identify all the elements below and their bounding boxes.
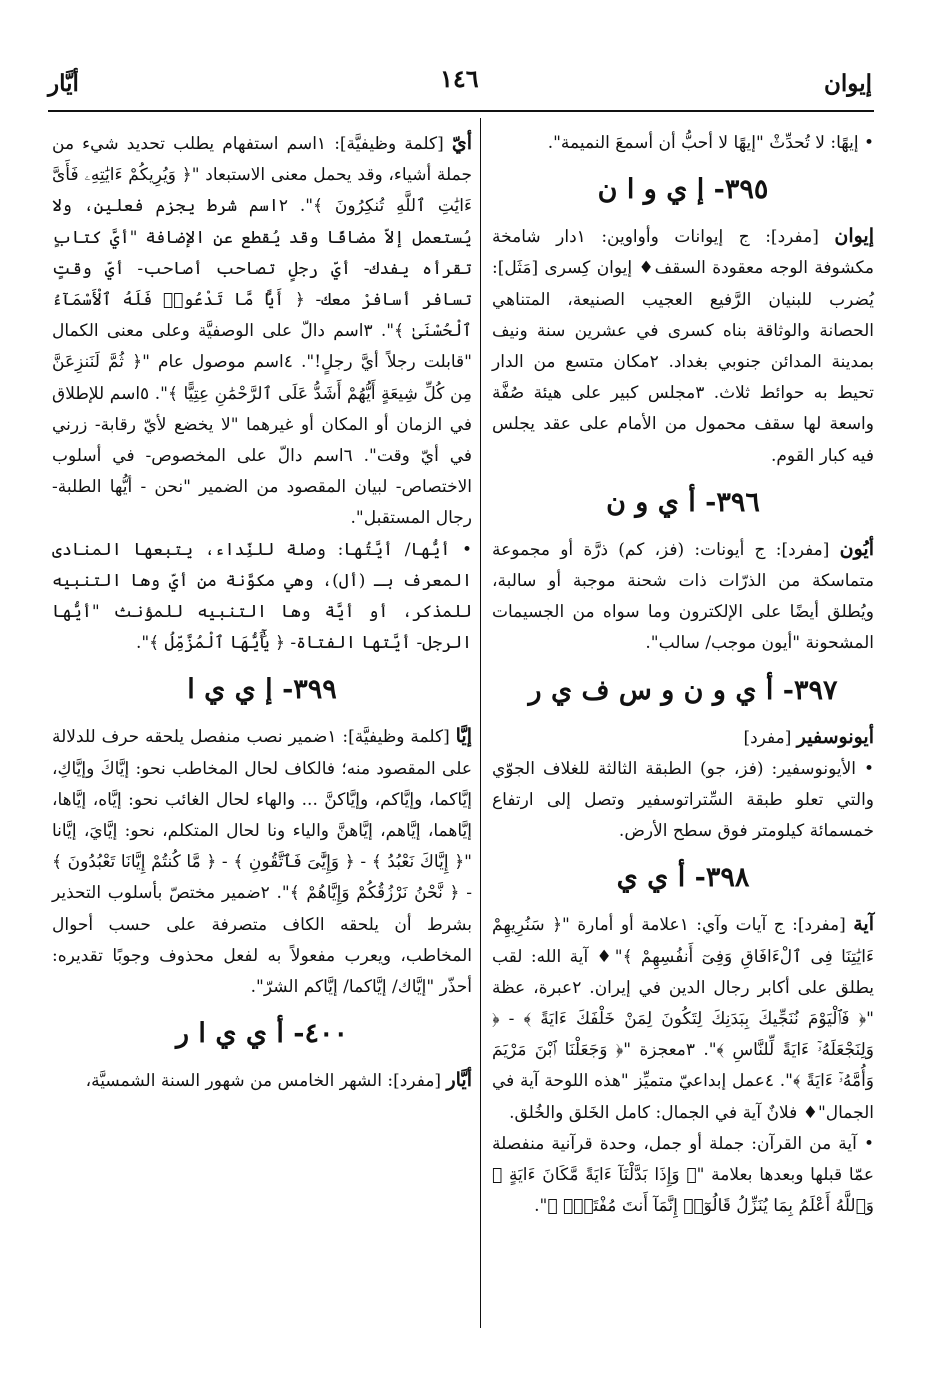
entry-headword: أيّ xyxy=(451,132,472,154)
entry-headword: أيُون xyxy=(839,537,874,560)
header-running-word-left: أيَّار xyxy=(48,70,79,97)
entry-paragraph xyxy=(492,754,874,848)
dictionary-entry xyxy=(52,1065,472,1097)
entry-root-heading: ٣٩٩- إ ي ي ا xyxy=(187,674,337,706)
dictionary-entry xyxy=(492,909,874,1128)
entry-text: • الأيونوسفير: (فز، جو) الطبقة الثالثة للغلاف الجوّي والتي تعلو طبقة السِّتراتوسفير وتصل إلى ارتفاع خمسمائة كيلومتر فوق سطح الأرض. xyxy=(492,758,874,842)
entry-root-heading: ٣٩٥- إ ي و ا ن xyxy=(597,174,769,206)
entry-root-heading: ٣٩٧- أ ي و ن و س ف ي ر xyxy=(528,674,838,706)
entry-headword: أيونوسفير xyxy=(796,725,874,748)
entry-paragraph xyxy=(492,128,874,159)
entry-headword: إيوان xyxy=(834,225,874,248)
header-rule xyxy=(48,110,874,112)
dictionary-entry xyxy=(492,534,874,660)
entry-text: • آية من القرآن: جملة أو جمل، وحدة قرآنية منفصلة عمّا قبلها وبعدها بعلامة "﴿ وَإِذَا بَدَّلْنَآ ءَايَةً مَّكَانَ ءَايَةٍ ۙ وَٱللَّهُ أَعْلَمُ بِمَا يُنَزِّلُ قَالُوٓا۟ إِنَّمَآ أَنتَ مُفْتَرٍۭ ﴾". xyxy=(492,1133,874,1217)
entry-paragraph xyxy=(492,1129,874,1223)
column-divider xyxy=(480,118,481,1328)
entry-text: • أيُّها/ أيَّتُها: وصلة للنِّداء، يتبعها المنادى المعرف بـ (أل)، وهي مكوَّنة من أيّ وها التنبيه للمذكر، أو أيَّة وها التنبيه للمؤنث "أيُّها الرجل- أيَّتها الفتاة- ﴿ يَٰٓأَيُّهَا ٱلْمُزَّمِّلُ ﴾". xyxy=(52,539,472,654)
entry-text: [كلمة وظيفيَّة]: ١اسم استفهام يطلب تحديد شيء من جملة أشياء، وقد يحمل معنى الاستبعاد "﴿ وَيُرِيكُمْ ءَايَٰتِهِۦ فَأَىَّ ءَايَٰتِ ٱللَّهِ تُنكِرُونَ ﴾". ٢اسم شرط يجزم فعلين، ولا يُستعمل إلاّ مضافًا وقد يُقطع عن الإضافة "أيَّ كتابٍ تقرأه يفدك- أيّ رجلٍ تصاحب أصاحب- أيّ وقتٍ تسافر أسافرْ معك- ﴿ أَيًّا مَّا تَدْعُوا۟ فَلَهُ ٱلْأَسْمَآءُ ٱلْحُسْنَىٰ ﴾". ٣اسم دالّ على الوصفيَّة وعلى معنى الكمال "قابلت رجلاً أيَّ رجلٍ!". ٤اسم موصول عام "﴿ ثُمَّ لَنَنزِعَنَّ مِن كُلِّ شِيعَةٍ أَيُّهُمْ أَشَدُّ عَلَى ٱلرَّحْمَٰنِ عِتِيًّا ﴾". ٥اسم للإطلاق في الزمان أو المكان أو غيرهما "لا يخضع لأيّ رقابة- زرني في أيّ وقت". ٦اسم دالّ على المخصوص- في أسلوب الاختصاص- لبيان المقصود من الضمير "نحن - أيُّها الطلبة- رجال المستقبل". xyxy=(52,134,473,529)
dictionary-entry xyxy=(492,722,874,754)
entry-headword: أيَّار xyxy=(446,1069,472,1092)
entry-text: • إيهًا: لا تُحدِّثْ "إيهًا لا أحبُّ أن أسمعَ النميمة". xyxy=(547,133,874,153)
entry-root-heading: ٣٩٦- أ ي و ن xyxy=(606,486,760,518)
entry-root-heading: ٤٠٠- أ ي ي ا ر xyxy=(175,1018,349,1050)
entry-text: [مفرد]: ج أيونات: (فز، كم) ذرَّة أو مجموعة متماسكة من الذرّات ذات شحنة موجبة أو سالبة، ويُطلق أيضًا على الإلكترون وما سواه من الجسيمات المشحونة "أيون موجب/ سالب". xyxy=(492,539,874,654)
entry-text: [كلمة وظيفيَّة]: ١ضمير نصب منفصل يلحقه حرف للدلالة على المقصود منه؛ فالكاف لحال المخاطب نحو: إيَّاكَ وإيَّاكِ، إيَّاكما، وإيَّاكم، وإيَّاكنَّ ... والهاء لحال الغائب نحو: إيَّاه، إيَّاها، إيَّاهما، إيَّاهم، إيَّاهنَّ والياء ونا لحال المتكلم، نحو: إيَّايَ، إيَّانا "﴿ إِيَّاكَ نَعْبُدُ ﴾ - ﴿ وَإِيَّٰىَ فَٱتَّقُونِ ﴾ - ﴿ مَّا كُنتُمْ إِيَّانَا تَعْبُدُونَ ﴾ - ﴿ نَّحْنُ نَرْزُقُكُمْ وَإِيَّاهُمْ ﴾". ٢ضمير مختصّ بأسلوب التحذير بشرط أن يلحقه الكاف متصرفة على حسب أحوال المخاطب، ويعرب مفعولاً به لفعل محذوف وجوبًا تقديره: أحذّر "إيَّاك/ إيَّاكما/ إيَّاكم الشرّ". xyxy=(52,727,473,998)
dictionary-entry xyxy=(492,221,874,472)
entry-headword: إيَّا xyxy=(455,725,472,748)
entry-root-heading: ٣٩٨- أ ي ي xyxy=(616,862,750,894)
entry-text: [مفرد]: ج إيوانات وأواوين: ١دار شامخة مكشوفة الوجه معقودة السقف♦ إيوان كِسرى [مَثَل]: يُضرب للبنيان الرَّفيع العجيب الصنيعة، المتناهي الحصانة والوثاقة بناه كسرى في عشرين سنة ونيف بمدينة المدائن جنوبي بغداد. ٢مكان متسع من الدار تحيط به حوائط ثلاث. ٣مجلس كبير على هيئة صُفَّة واسعة لها سقف محمول من الأمام على عقد يجلس فيه كبار القوم. xyxy=(492,227,875,466)
entry-headword: آية xyxy=(853,913,874,936)
entry-text: [مفرد] xyxy=(743,727,797,748)
page-number: ١٤٦ xyxy=(440,64,479,93)
entry-text: [مفرد]: الشهر الخامس من شهور السنة الشمسيَّة، xyxy=(85,1071,447,1092)
dictionary-entry xyxy=(52,721,472,1003)
left-column xyxy=(52,128,472,1097)
header-running-word-right: إيوان xyxy=(824,70,872,97)
entry-text: [مفرد]: ج آيات وآي: ١علامة أو أمارة "﴿ سَنُرِيهِمْ ءَايَٰتِنَا فِى ٱلْءَافَاقِ وَفِىٓ أَنفُسِهِمْ ﴾"♦ آية الله: لقب يطلق على أكابر رجال الدين في إيران. ٢عبرة، عظة "﴿ فَٱلْيَوْمَ نُنَجِّيكَ بِبَدَنِكَ لِتَكُونَ لِمَنْ خَلْفَكَ ءَايَةً ﴾ - ﴿ وَلِنَجْعَلَهُۥٓ ءَايَةً لِّلنَّاسِ ﴾". ٣معجزة "﴿ وَجَعَلْنَا ٱبْنَ مَرْيَمَ وَأُمَّهُۥٓ ءَايَةً ﴾". ٤عمل إبداعيّ متميِّز "هذه اللوحة آية في الجمال"♦ فلانٌ آية في الجمال: كامل الخَلق والخُلق. xyxy=(492,915,874,1123)
right-column xyxy=(492,128,874,1222)
entry-paragraph xyxy=(52,535,472,660)
dictionary-entry xyxy=(52,128,472,535)
